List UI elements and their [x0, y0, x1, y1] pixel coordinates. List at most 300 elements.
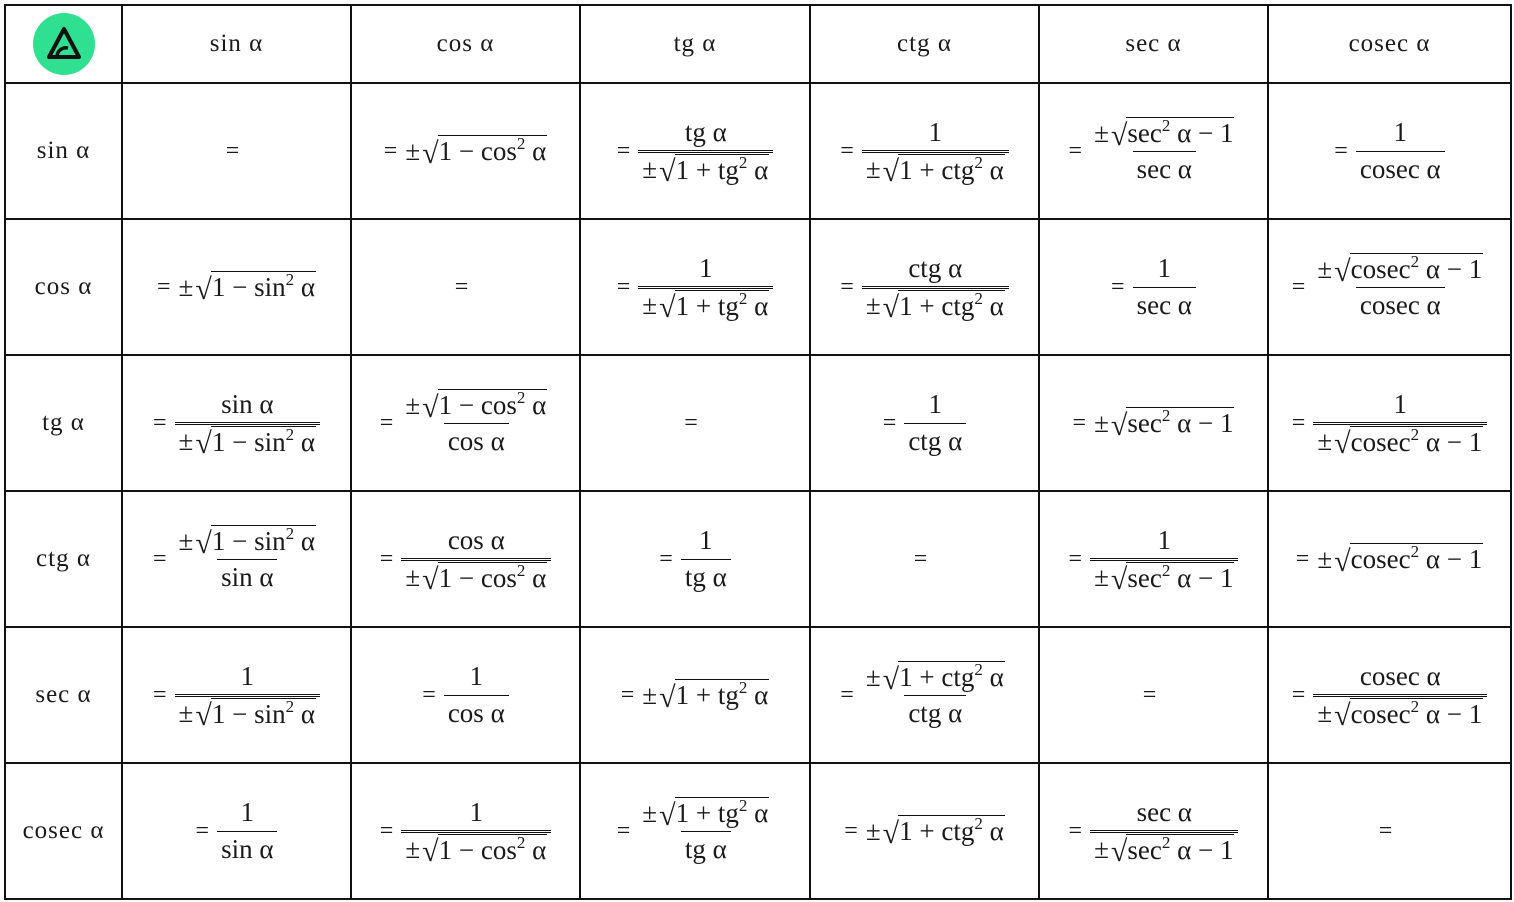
- identity-cell: [1268, 219, 1511, 355]
- radicand-text: 1 + tg: [675, 290, 739, 321]
- sqrt-icon: √: [882, 291, 900, 325]
- trig-identity-table: [4, 4, 1512, 900]
- fraction: [1313, 253, 1487, 320]
- numerator: [1390, 117, 1412, 150]
- fraction: [1313, 660, 1487, 733]
- formula-text: cos α: [447, 425, 505, 456]
- numerator: [466, 797, 488, 830]
- radicand-text: α: [525, 136, 547, 167]
- formula-text: 1: [469, 661, 484, 692]
- plus-minus-sign: ±: [865, 661, 881, 692]
- radicand-text: α: [294, 698, 315, 729]
- radicand-text: α − 1: [1170, 408, 1234, 439]
- exponent: 2: [974, 660, 983, 680]
- sqrt-icon: √: [422, 390, 439, 424]
- formula: [1068, 796, 1239, 869]
- formula: [153, 660, 320, 733]
- denominator: [217, 559, 277, 593]
- formula: [153, 525, 320, 592]
- radical-expression: [1317, 696, 1483, 733]
- formula: [226, 138, 248, 165]
- formula: [157, 270, 316, 306]
- radicand: [1350, 698, 1484, 728]
- fraction: [862, 116, 1009, 189]
- denominator: [444, 423, 509, 457]
- numerator: [466, 661, 488, 694]
- fraction: [862, 661, 1009, 728]
- denominator: [862, 286, 1009, 325]
- identity-cell: [810, 83, 1039, 219]
- table-row: [5, 219, 1511, 355]
- exponent: 2: [285, 424, 295, 444]
- fraction: [1090, 796, 1238, 869]
- square-root: [659, 678, 769, 714]
- radicand-text: α: [294, 426, 315, 457]
- equals-sign: =: [844, 817, 858, 844]
- identity-cell: [1039, 83, 1268, 219]
- radicand: [898, 815, 1005, 845]
- row-header: sin α: [5, 83, 122, 219]
- plus-minus-sign: ±: [178, 426, 194, 457]
- numerator: [1390, 389, 1412, 422]
- square-root: [1334, 252, 1483, 288]
- exponent: 2: [516, 832, 526, 852]
- formula: [1069, 117, 1239, 184]
- equals-sign: =: [157, 273, 171, 300]
- exponent: 2: [738, 288, 748, 308]
- plus-minus-sign: ±: [1317, 253, 1333, 284]
- denominator: [1133, 287, 1196, 321]
- exponent: 2: [738, 796, 748, 816]
- equals-sign: =: [195, 817, 210, 844]
- sqrt-icon: √: [659, 798, 676, 832]
- formula: [1379, 818, 1401, 845]
- sqrt-icon: √: [1110, 563, 1128, 597]
- formula-text: 1: [928, 116, 943, 147]
- equals-sign: =: [153, 681, 167, 708]
- equals-sign: =: [422, 681, 436, 708]
- plus-minus-sign: ±: [1094, 562, 1109, 593]
- identity-cell: [1039, 627, 1268, 763]
- radicand-text: α − 1: [1419, 698, 1483, 729]
- formula: [840, 252, 1008, 325]
- numerator: [1090, 117, 1238, 150]
- square-root: [1110, 406, 1235, 442]
- fraction: [217, 797, 277, 864]
- numerator: [925, 389, 947, 422]
- radicand-text: 1 + tg: [675, 798, 739, 829]
- fraction: [1090, 117, 1238, 184]
- equals-sign: =: [840, 273, 854, 300]
- radicand: [211, 525, 316, 555]
- fraction: [444, 661, 509, 728]
- denominator: [681, 559, 731, 593]
- plus-minus-sign: ±: [1094, 834, 1109, 865]
- formula-text: 1: [699, 525, 713, 556]
- equals-sign: =: [1111, 273, 1125, 300]
- square-root: [1110, 116, 1235, 152]
- radicand: [1350, 253, 1484, 283]
- plus-minus-sign: ±: [865, 154, 881, 185]
- row-header: cosec α: [5, 763, 122, 899]
- numerator: [1133, 797, 1196, 830]
- square-root: [659, 152, 769, 189]
- fraction: [1313, 388, 1487, 461]
- radical-expression: [178, 696, 316, 733]
- radicand-text: α − 1: [1419, 544, 1483, 575]
- identity-cell: [122, 219, 351, 355]
- radicand-text: 1 − sin: [211, 426, 286, 457]
- numerator: [925, 117, 947, 150]
- formula-text: sec α: [1136, 796, 1192, 827]
- formula: [379, 796, 551, 869]
- formula-text: ctg α: [908, 252, 963, 283]
- denominator: [401, 558, 551, 597]
- fraction: [1356, 117, 1445, 184]
- denominator: [1133, 151, 1196, 185]
- formula-text: tg α: [684, 561, 727, 592]
- fraction: [401, 389, 551, 456]
- formula-text: cos α: [447, 524, 505, 555]
- radicand-text: 1 − cos: [438, 834, 517, 865]
- radicand-text: sec: [1127, 562, 1162, 593]
- denominator: [175, 422, 320, 461]
- exponent: 2: [974, 814, 983, 834]
- formula-text: tg α: [684, 116, 727, 147]
- radicand: [1350, 543, 1484, 573]
- radicand-text: α: [982, 154, 1004, 185]
- sqrt-icon: √: [882, 662, 900, 696]
- square-root: [659, 288, 769, 325]
- plus-minus-sign: ±: [865, 815, 881, 846]
- equals-sign: =: [1291, 409, 1306, 436]
- formula: [379, 524, 551, 597]
- square-root: [195, 696, 316, 733]
- column-header: tg α: [580, 5, 810, 83]
- square-root: [882, 814, 1005, 850]
- radical-expression: [1094, 832, 1234, 869]
- radical-expression: [1317, 252, 1483, 288]
- formula: [1111, 253, 1196, 320]
- equals-sign: =: [684, 409, 698, 436]
- row-header: tg α: [5, 355, 122, 491]
- equals-sign: =: [1068, 817, 1083, 844]
- header-row: [5, 5, 1511, 83]
- denominator: [1313, 694, 1487, 733]
- denominator: [1356, 151, 1445, 185]
- equals-sign: =: [882, 409, 897, 436]
- identity-cell: [1268, 83, 1511, 219]
- plus-minus-sign: ±: [1317, 698, 1333, 729]
- formula-text: sin α: [221, 388, 274, 419]
- radicand-text: α: [525, 390, 547, 421]
- sqrt-icon: √: [195, 272, 212, 306]
- formula-text: cosec α: [1359, 153, 1441, 184]
- identity-cell: [122, 83, 351, 219]
- equals-sign: =: [225, 137, 240, 164]
- numerator: [444, 525, 509, 558]
- radicand-text: α: [982, 290, 1004, 321]
- exponent: 2: [1161, 406, 1171, 426]
- sqrt-icon: √: [882, 816, 900, 850]
- equals-sign: =: [454, 273, 469, 300]
- numerator: [1356, 661, 1445, 694]
- identity-cell: [1039, 491, 1268, 627]
- equals-sign: =: [659, 545, 673, 572]
- column-header: cos α: [351, 5, 580, 83]
- fraction: [638, 797, 773, 864]
- identity-cell: [810, 219, 1039, 355]
- formula-text: sec α: [1136, 153, 1192, 184]
- radical-expression: [405, 388, 547, 424]
- sqrt-icon: √: [659, 155, 676, 189]
- column-header: sin α: [122, 5, 351, 83]
- denominator: [217, 831, 277, 865]
- fraction: [401, 524, 551, 597]
- radicand-text: 1 + tg: [675, 154, 739, 185]
- numerator: [681, 117, 731, 150]
- formula: [153, 388, 320, 461]
- radicand: [898, 661, 1005, 691]
- identity-cell: [580, 355, 810, 491]
- radicand-text: α − 1: [1170, 562, 1234, 593]
- equals-sign: =: [1142, 681, 1157, 708]
- radicand-text: α − 1: [1419, 254, 1483, 285]
- exponent: 2: [1410, 542, 1420, 562]
- identity-cell: [1268, 763, 1511, 899]
- plus-minus-sign: ±: [178, 525, 194, 556]
- equals-sign: =: [840, 681, 854, 708]
- formula-text: sec α: [1136, 289, 1192, 320]
- column-header: cosec α: [1268, 5, 1511, 83]
- formula: [616, 252, 773, 325]
- plus-minus-sign: ±: [1317, 543, 1333, 574]
- formula-text: 1: [1157, 524, 1172, 555]
- square-root: [882, 152, 1005, 189]
- formula-text: 1: [928, 389, 943, 420]
- numerator: [1154, 525, 1176, 558]
- radical-expression: [642, 152, 769, 189]
- radicand: [898, 290, 1005, 320]
- square-root: [422, 134, 547, 170]
- square-root: [195, 270, 316, 306]
- formula: [617, 797, 773, 864]
- radicand-text: α: [747, 154, 769, 185]
- identity-cell: [580, 763, 810, 899]
- identity-cell: [580, 83, 810, 219]
- sqrt-icon: √: [659, 680, 676, 714]
- identity-cell: [351, 83, 580, 219]
- fraction: [175, 388, 320, 461]
- radicand-text: cosec: [1350, 426, 1411, 457]
- sqrt-icon: √: [1110, 118, 1128, 152]
- square-root: [882, 660, 1005, 696]
- identity-cell: [351, 763, 580, 899]
- exponent: 2: [1161, 832, 1171, 852]
- plus-minus-sign: ±: [1317, 426, 1333, 457]
- radicand: [1126, 117, 1234, 147]
- logo-cell: [5, 5, 122, 83]
- denominator: [1090, 558, 1238, 597]
- exponent: 2: [1410, 696, 1420, 716]
- formula-text: 1: [1157, 253, 1172, 284]
- radicand-text: 1 − sin: [211, 272, 286, 303]
- radical-expression: [405, 134, 547, 170]
- radicand-text: 1 + ctg: [899, 154, 975, 185]
- sqrt-icon: √: [1110, 835, 1128, 869]
- table-row: [5, 763, 1511, 899]
- equals-sign: =: [840, 137, 854, 164]
- identity-cell: [351, 627, 580, 763]
- equals-sign: =: [1378, 817, 1393, 844]
- formula: [1143, 682, 1165, 709]
- radicand-text: 1 + ctg: [899, 816, 975, 847]
- radicand: [438, 562, 548, 592]
- radicand: [1126, 562, 1234, 592]
- formula-text: ctg α: [908, 425, 963, 456]
- formula: [1292, 253, 1487, 320]
- equals-sign: =: [1291, 681, 1306, 708]
- formula: [883, 389, 966, 456]
- radicand-text: 1 + tg: [675, 680, 739, 711]
- sqrt-icon: √: [1110, 408, 1128, 442]
- formula-text: 1: [699, 252, 713, 283]
- square-root: [195, 524, 316, 560]
- formula: [684, 410, 706, 437]
- radicand-text: cosec: [1350, 254, 1411, 285]
- sqrt-icon: √: [1334, 254, 1351, 288]
- denominator: [904, 423, 966, 457]
- radicand: [438, 135, 548, 165]
- exponent: 2: [516, 388, 526, 408]
- formula: [844, 814, 1004, 850]
- radicand-text: cosec: [1350, 544, 1411, 575]
- radical-expression: [1317, 424, 1483, 461]
- radicand: [675, 290, 770, 320]
- row-header: sec α: [5, 627, 122, 763]
- formula: [1295, 542, 1483, 578]
- identity-cell: [1268, 491, 1511, 627]
- radicand-text: 1 + ctg: [899, 662, 975, 693]
- equals-sign: =: [1291, 273, 1306, 300]
- equals-sign: =: [1068, 137, 1083, 164]
- numerator: [217, 389, 277, 422]
- radicand: [211, 698, 316, 728]
- formula: [914, 546, 936, 573]
- denominator: [638, 286, 773, 325]
- fraction: [681, 525, 731, 592]
- plus-minus-sign: ±: [642, 154, 658, 185]
- denominator: [401, 830, 551, 869]
- equals-sign: =: [379, 545, 394, 572]
- denominator: [1313, 422, 1487, 461]
- formula-text: sin α: [221, 561, 274, 592]
- radicand-text: sec: [1127, 408, 1162, 439]
- sqrt-icon: √: [1334, 699, 1351, 733]
- identity-cell: [810, 355, 1039, 491]
- radicand-text: α: [982, 816, 1004, 847]
- radical-expression: [178, 424, 316, 461]
- radicand-text: 1 + ctg: [899, 290, 975, 321]
- radical-expression: [642, 796, 769, 832]
- radical-expression: [865, 814, 1005, 850]
- square-root: [422, 832, 547, 869]
- formula: [1291, 660, 1487, 733]
- radical-expression: [405, 560, 547, 597]
- equals-sign: =: [913, 545, 928, 572]
- radicand-text: sec: [1127, 834, 1162, 865]
- formula: [196, 797, 278, 864]
- radical-expression: [178, 524, 316, 560]
- radical-expression: [865, 288, 1005, 325]
- column-header: sec α: [1039, 5, 1268, 83]
- equals-sign: =: [153, 545, 167, 572]
- radicand: [675, 679, 770, 709]
- square-root: [1334, 424, 1483, 461]
- square-root: [659, 796, 769, 832]
- exponent: 2: [1410, 424, 1420, 444]
- equals-sign: =: [1334, 137, 1348, 164]
- equals-sign: =: [1295, 545, 1310, 572]
- denominator: [638, 150, 773, 189]
- sqrt-icon: √: [422, 563, 439, 597]
- identity-cell: [122, 627, 351, 763]
- formula-text: 1: [1393, 388, 1408, 419]
- radical-expression: [642, 288, 769, 325]
- formula-text: sin α: [221, 833, 274, 864]
- identity-cell: [580, 219, 810, 355]
- radical-expression: [405, 832, 547, 869]
- identity-cell: [810, 491, 1039, 627]
- formula-text: 1: [240, 797, 255, 828]
- radical-expression: [865, 660, 1005, 696]
- sqrt-icon: √: [1334, 427, 1351, 461]
- formula-text: cos α: [447, 697, 505, 728]
- identity-cell: [122, 491, 351, 627]
- radicand-text: cosec: [1350, 698, 1411, 729]
- square-root: [422, 560, 547, 597]
- denominator: [681, 831, 731, 865]
- formula: [616, 116, 773, 189]
- exponent: 2: [974, 152, 983, 172]
- sqrt-icon: √: [882, 155, 900, 189]
- exponent: 2: [1161, 560, 1171, 580]
- exponent: 2: [974, 288, 983, 308]
- plus-minus-sign: ±: [405, 562, 421, 593]
- sqrt-icon: √: [1334, 544, 1351, 578]
- fraction: [175, 660, 320, 733]
- exponent: 2: [738, 152, 748, 172]
- radicand: [1126, 834, 1234, 864]
- triangle-logo-icon: [33, 13, 95, 75]
- radicand: [438, 834, 548, 864]
- square-root: [195, 424, 316, 461]
- plus-minus-sign: ±: [1094, 117, 1109, 148]
- fraction: [638, 116, 773, 189]
- plus-minus-sign: ±: [1094, 407, 1109, 438]
- numerator: [175, 525, 320, 558]
- formula: [1334, 117, 1444, 184]
- radicand: [211, 426, 316, 456]
- exponent: 2: [285, 270, 295, 290]
- radicand: [211, 271, 316, 301]
- square-root: [1334, 696, 1483, 733]
- fraction: [1090, 524, 1238, 597]
- formula: [840, 116, 1008, 189]
- fraction: [175, 525, 320, 592]
- radicand-text: α: [982, 662, 1004, 693]
- formula-text: 1: [1393, 117, 1408, 148]
